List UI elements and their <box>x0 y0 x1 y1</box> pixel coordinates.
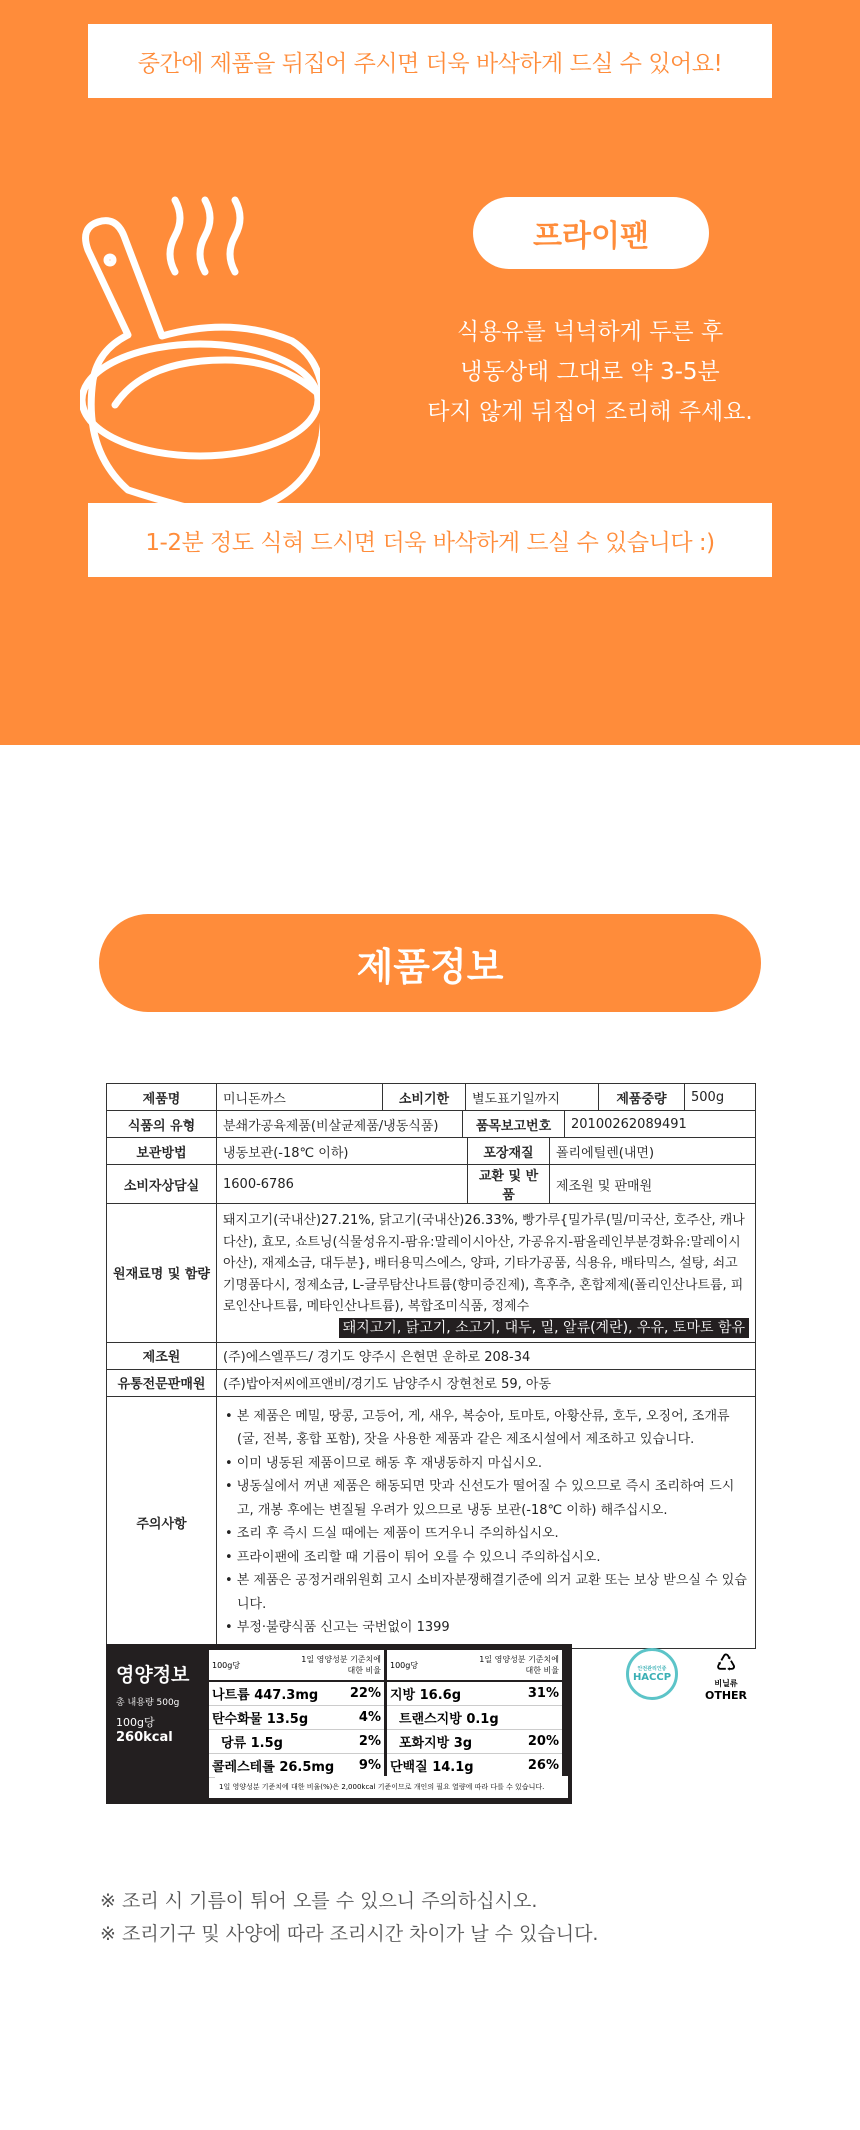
total-amount: 총 내용량 500g <box>116 1698 180 1708</box>
col-header: 1일 영양성분 기준치에 대한 비율 <box>479 1655 559 1675</box>
col-header: 1일 영양성분 기준치에 대한 비율 <box>301 1655 381 1675</box>
instruction-line: 식용유를 넉넉하게 두른 후 <box>456 319 724 345</box>
percent: 22% <box>349 1686 381 1701</box>
nutrient: 지방 16.6g <box>390 1688 462 1703</box>
calories: 260kcal <box>116 1730 173 1745</box>
col-header: 100g당 <box>390 1660 419 1670</box>
value: 폴리에틸렌(내면) <box>556 1145 655 1161</box>
percent: 20% <box>527 1734 559 1749</box>
label: 교환 및 반품 <box>468 1165 550 1203</box>
ingredients <box>217 1204 755 1342</box>
label: 제품명 <box>107 1084 217 1110</box>
caution-item: • 본 제품은 공정거래위원회 고시 소비자분쟁해결기준에 의거 교환 또는 보상 받으실 수 있습니다. <box>225 1573 747 1612</box>
per-amount: 100g당 <box>116 1716 155 1729</box>
product-info-table <box>106 1083 756 1649</box>
frying-pan-icon <box>80 190 320 550</box>
label: 품목보고번호 <box>463 1111 565 1137</box>
haccp-caption: 안전관리인증 <box>637 1666 667 1672</box>
footnote: ※ 조리 시 기름이 튀어 오를 수 있으니 주의하십시오. <box>100 1890 538 1912</box>
value: 20100262089491 <box>571 1116 687 1132</box>
caution-item: • 조리 후 즉시 드실 때에는 제품이 뜨거우니 주의하십시오. <box>225 1526 559 1541</box>
value: (주)밥아저씨에프앤비/경기도 남양주시 장현천로 59, 아동 <box>223 1377 552 1392</box>
recycle-other: OTHER <box>704 1689 748 1702</box>
label: 주의사항 <box>107 1397 217 1648</box>
value: 미니돈까스 <box>217 1084 383 1110</box>
nutrient: 콜레스테롤 26.5mg <box>212 1760 335 1775</box>
top-tip-banner: 중간에 제품을 뒤집어 주시면 더욱 바삭하게 드실 수 있어요! <box>88 24 772 98</box>
recycle-mark <box>700 1648 752 1702</box>
caution-list <box>217 1397 755 1648</box>
label: 유통전문판매원 <box>107 1370 217 1396</box>
nutrition-facts <box>106 1644 572 1804</box>
value: (주)에스엘푸드/ 경기도 양주시 은현면 운하로 208-34 <box>223 1350 531 1365</box>
allergen-badge: 돼지고기, 닭고기, 소고기, 대두, 밀, 알류(계란), 우유, 토마토 함유 <box>339 1318 749 1338</box>
footnote: ※ 조리기구 및 사양에 따라 조리시간 차이가 날 수 있습니다. <box>100 1923 599 1945</box>
percent: 26% <box>527 1758 559 1773</box>
value: 500g <box>691 1089 725 1105</box>
instruction-line: 타지 않게 뒤집어 조리해 주세요. <box>427 399 753 425</box>
label: 소비기한 <box>383 1084 466 1110</box>
caution-item: • 부정·불량식품 신고는 국번없이 1399 <box>225 1620 450 1635</box>
nutrient: 단백질 14.1g <box>390 1760 474 1775</box>
instruction-line: 냉동상태 그대로 약 3-5분 <box>460 359 720 385</box>
haccp-logo <box>626 1648 678 1700</box>
recycle-icon: ♺ <box>715 1649 737 1677</box>
cooking-instructions <box>400 312 780 432</box>
nutrient: 탄수화물 13.5g <box>212 1712 309 1727</box>
haccp-text: HACCP <box>632 1672 672 1683</box>
col-header: 100g당 <box>212 1660 241 1670</box>
section-title: 제품정보 <box>99 914 761 1012</box>
percent: 2% <box>358 1734 381 1749</box>
caution-item: • 냉동실에서 꺼낸 제품은 해동되면 맛과 신선도가 떨어질 수 있으므로 즉시 조리하여 드시고, 개봉 후에는 변질될 우려가 있으므로 냉동 보관(-18℃ 이하) 해주십시오. <box>225 1479 735 1518</box>
value: 분쇄가공육제품(비살균제품/냉동식품) <box>217 1111 463 1137</box>
percent: 4% <box>358 1710 381 1725</box>
label: 보관방법 <box>107 1138 217 1164</box>
label: 제조원 <box>107 1343 217 1369</box>
nutrient: 당류 1.5g <box>221 1736 283 1751</box>
caution-item: • 이미 냉동된 제품이므로 해동 후 재냉동하지 마십시오. <box>225 1455 543 1471</box>
nutrient: 나트륨 447.3mg <box>212 1688 319 1703</box>
nutrition-footnote: 1일 영양성분 기준치에 대한 비율(%)은 2,000kcal 기준이므로 개인의 필요 열량에 따라 다를 수 있습니다. <box>215 1776 568 1798</box>
bottom-tip-banner: 1-2분 정도 식혀 드시면 더욱 바삭하게 드실 수 있습니다 :) <box>88 503 772 577</box>
label: 제품중량 <box>599 1084 685 1110</box>
caution-item: • 프라이팬에 조리할 때 기름이 튀어 오를 수 있으니 주의하십시오. <box>225 1549 601 1565</box>
method-label-frying-pan: 프라이팬 <box>473 197 709 269</box>
value: 제조원 및 판매원 <box>556 1178 653 1194</box>
nutrient: 트랜스지방 0.1g <box>399 1712 499 1727</box>
label: 원재료명 및 함량 <box>107 1204 217 1342</box>
label: 소비자상담실 <box>107 1165 217 1203</box>
label: 포장재질 <box>468 1138 550 1164</box>
caution-item: • 본 제품은 메밀, 땅콩, 고등어, 게, 새우, 복숭아, 토마토, 아황산류, 호두, 오징어, 조개류(굴, 전복, 홍합 포함), 잣을 사용한 제품과 같은 제조시설에서 제조하고 있습니다. <box>225 1408 730 1447</box>
ingredients-text: 돼지고기(국내산)27.21%, 닭고기(국내산)26.33%, 빵가루{밀가루(밀/미국산, 호주산, 캐나다산), 효모, 쇼트닝(식물성유지-팜유:말레이시아산, 가공유지-팜올레인부분경화유:말레이시아산), 재제소금, 대두분}, 배터용믹스에스, 양파, 기타가공품, 식용유, 배타믹스, 설탕, 쇠고기명품다시, 정제소금, L-글루탐산나트륨(향미증진제), 흑후추, 혼합제제(폴리인산나트륨, 피로인산나트륨, 메타인산나트륨), 복합조미식품, 정제수 <box>223 1213 745 1314</box>
percent: 31% <box>527 1686 559 1701</box>
value: 1600-6786 <box>217 1165 468 1203</box>
nutrition-title: 영양정보 <box>116 1664 190 1686</box>
value: 별도표기일까지 <box>466 1084 599 1110</box>
percent: 9% <box>358 1758 381 1773</box>
label: 식품의 유형 <box>107 1111 217 1137</box>
recycle-label: 비닐류 <box>714 1679 738 1688</box>
value: 냉동보관(-18℃ 이하) <box>217 1138 468 1164</box>
nutrient: 포화지방 3g <box>399 1736 473 1751</box>
